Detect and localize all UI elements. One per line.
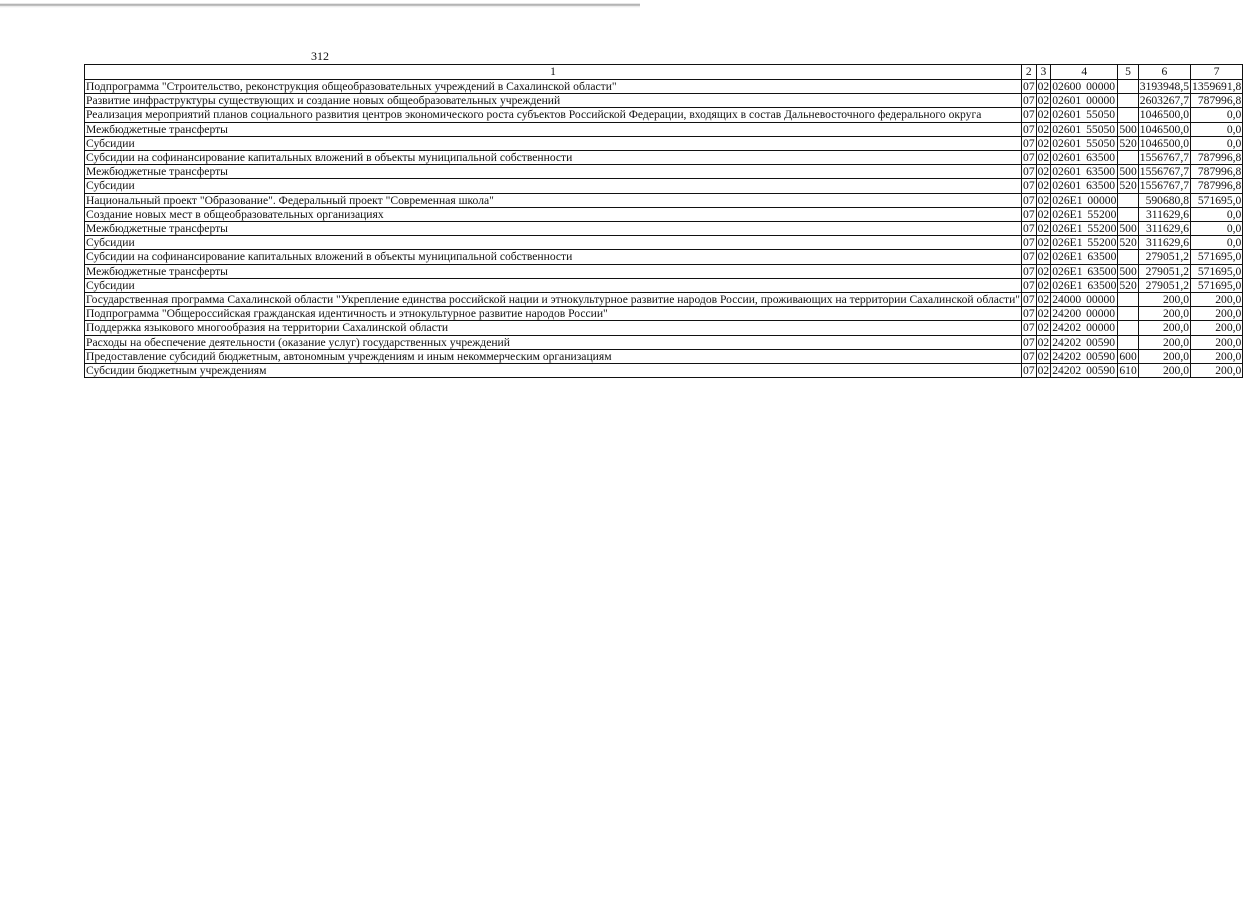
row-name-cell: Подпрограмма "Общероссийская гражданская идентичность и этнокультурное развитие народов России" — [85, 307, 1022, 321]
table-row — [85, 151, 1243, 165]
table-row — [85, 207, 1243, 221]
table-row — [85, 364, 1243, 378]
amount-col7-cell: 0,0 — [1191, 122, 1243, 136]
subsection-code-cell: 02 — [1037, 108, 1050, 122]
expense-type-cell: 520 — [1119, 136, 1137, 150]
page-number: 312 — [311, 49, 329, 63]
table-row — [85, 307, 1243, 321]
table-row — [85, 278, 1243, 292]
section-code-cell: 07 — [1023, 94, 1035, 108]
row-name-cell: Подпрограмма "Строительство, реконструкция общеобразовательных учреждений в Сахалинской области" — [85, 80, 1022, 94]
row-name-cell: Субсидии на софинансирование капитальных вложений в объекты муниципальной собственности — [85, 151, 1022, 165]
amount-col6-cell: 200,0 — [1138, 293, 1190, 307]
amount-col6-cell: 200,0 — [1138, 364, 1190, 378]
table-row — [85, 165, 1243, 179]
row-name-cell: Субсидии на софинансирование капитальных вложений в объекты муниципальной собственности — [85, 250, 1022, 264]
subsection-code-cell: 02 — [1037, 222, 1050, 236]
expense-type-cell — [1118, 335, 1138, 349]
subsection-code-cell: 02 — [1037, 136, 1050, 150]
amount-col7-cell: 571695,0 — [1191, 264, 1243, 278]
table-row — [85, 250, 1243, 264]
table-row — [85, 236, 1243, 250]
column-header: 1 — [85, 65, 1022, 80]
row-name-cell: Межбюджетные трансферты — [85, 122, 1022, 136]
section-code-cell: 07 — [1023, 136, 1035, 150]
section-code-cell: 07 — [1023, 222, 1035, 236]
expense-type-cell — [1118, 108, 1138, 122]
row-name-cell: Межбюджетные трансферты — [85, 264, 1022, 278]
table-row — [85, 321, 1243, 335]
section-code-cell: 07 — [1023, 321, 1035, 335]
section-code-cell: 07 — [1023, 278, 1035, 292]
subsection-code-cell: 02 — [1037, 293, 1050, 307]
expense-type-cell: 520 — [1119, 236, 1137, 250]
scan-edge-artifact — [0, 0, 640, 12]
column-header: 5 — [1118, 65, 1138, 80]
section-code-cell: 07 — [1023, 207, 1035, 221]
subsection-code-cell: 02 — [1037, 349, 1050, 363]
amount-col7-cell: 200,0 — [1191, 335, 1243, 349]
amount-col7-cell: 200,0 — [1191, 321, 1243, 335]
amount-col6-cell: 3193948,5 — [1139, 80, 1190, 93]
target-article-cell: 24202 00590 — [1051, 364, 1118, 378]
amount-col7-cell: 200,0 — [1191, 364, 1243, 378]
expense-type-cell: 500 — [1119, 165, 1137, 179]
amount-col6-cell: 1046500,0 — [1139, 136, 1190, 150]
table-row — [85, 349, 1243, 363]
amount-col6-cell: 1556767,7 — [1139, 179, 1190, 193]
section-code-cell: 07 — [1023, 364, 1035, 378]
subsection-code-cell: 02 — [1037, 122, 1050, 136]
table-row — [85, 293, 1243, 307]
amount-col7-cell: 1359691,8 — [1192, 80, 1242, 93]
section-code-cell: 07 — [1023, 307, 1035, 321]
expense-type-cell — [1118, 207, 1138, 221]
table-row — [85, 136, 1243, 150]
amount-col6-cell: 1046500,0 — [1139, 122, 1190, 136]
budget-table — [84, 64, 1243, 378]
section-code-cell: 07 — [1023, 293, 1035, 307]
expense-type-cell — [1118, 193, 1138, 207]
expense-type-cell — [1118, 94, 1138, 108]
expense-type-cell: 500 — [1119, 122, 1137, 136]
target-article-cell: 02601 63500 — [1051, 151, 1118, 165]
subsection-code-cell: 02 — [1037, 335, 1050, 349]
table-row — [85, 179, 1243, 193]
subsection-code-cell: 02 — [1037, 236, 1050, 250]
target-article-cell: 026E1 55200 — [1052, 236, 1117, 250]
amount-col6-cell: 1556767,7 — [1139, 151, 1190, 165]
amount-col7-cell: 200,0 — [1191, 293, 1243, 307]
target-article-cell: 02600 00000 — [1051, 80, 1118, 94]
row-name-cell: Развитие инфраструктуры существующих и создание новых общеобразовательных учреждений — [85, 94, 1022, 108]
amount-col7-cell: 0,0 — [1191, 108, 1243, 122]
amount-col6-cell: 200,0 — [1138, 307, 1190, 321]
subsection-code-cell: 02 — [1037, 193, 1050, 207]
amount-col6-cell: 311629,6 — [1138, 207, 1190, 221]
amount-col7-cell: 200,0 — [1191, 349, 1243, 363]
table-row — [85, 108, 1243, 122]
expense-type-cell — [1118, 293, 1138, 307]
row-name-cell: Создание новых мест в общеобразовательных организациях — [85, 207, 1022, 221]
section-code-cell: 07 — [1023, 335, 1035, 349]
amount-col6-cell: 279051,2 — [1138, 250, 1190, 264]
subsection-code-cell: 02 — [1037, 250, 1050, 264]
target-article-cell: 02601 55050 — [1051, 136, 1118, 150]
target-article-cell: 02601 55050 — [1051, 122, 1118, 136]
amount-col7-cell: 787996,8 — [1191, 179, 1243, 193]
section-code-cell: 07 — [1023, 151, 1035, 165]
amount-col6-cell: 311629,6 — [1138, 236, 1190, 250]
amount-col7-cell: 0,0 — [1191, 207, 1243, 221]
section-code-cell: 07 — [1023, 349, 1035, 363]
amount-col6-cell: 279051,2 — [1138, 278, 1190, 292]
row-name-cell: Реализация мероприятий планов социального развития центров экономического роста субъектов Российской Федерации, входящих в состав Дальневосточного федерального округа — [85, 108, 1022, 122]
amount-col7-cell: 200,0 — [1191, 307, 1243, 321]
amount-col6-cell: 279051,2 — [1138, 264, 1190, 278]
target-article-cell: 026E1 55200 — [1052, 207, 1117, 221]
amount-col6-cell: 200,0 — [1138, 321, 1190, 335]
subsection-code-cell: 02 — [1037, 80, 1050, 93]
row-name-cell: Предоставление субсидий бюджетным, автономным учреждениям и иным некоммерческим организациям — [85, 349, 1022, 363]
target-article-cell: 02601 63500 — [1051, 179, 1118, 193]
subsection-code-cell: 02 — [1037, 278, 1050, 292]
target-article-cell: 24200 00000 — [1051, 307, 1118, 321]
expense-type-cell: 600 — [1119, 349, 1137, 363]
amount-col7-cell: 571695,0 — [1191, 193, 1243, 207]
table-row — [85, 264, 1243, 278]
expense-type-cell: 610 — [1119, 364, 1137, 378]
amount-col7-cell: 0,0 — [1191, 236, 1243, 250]
table-row — [85, 80, 1243, 94]
amount-col6-cell: 1556767,7 — [1139, 165, 1190, 179]
amount-col6-cell: 590680,8 — [1138, 193, 1190, 207]
subsection-code-cell: 02 — [1037, 307, 1050, 321]
expense-type-cell: 500 — [1119, 264, 1137, 278]
subsection-code-cell: 02 — [1037, 179, 1050, 193]
table-row — [85, 122, 1243, 136]
target-article-cell: 026E1 55200 — [1052, 222, 1117, 236]
subsection-code-cell: 02 — [1037, 94, 1050, 108]
amount-col6-cell: 2603267,7 — [1139, 94, 1190, 108]
column-header: 6 — [1138, 65, 1190, 80]
row-name-cell: Поддержка языкового многообразия на территории Сахалинской области — [85, 321, 1022, 335]
row-name-cell: Межбюджетные трансферты — [85, 222, 1022, 236]
target-article-cell: 02601 55050 — [1051, 108, 1118, 122]
amount-col7-cell: 787996,8 — [1191, 151, 1243, 165]
expense-type-cell: 500 — [1119, 222, 1137, 236]
subsection-code-cell: 02 — [1037, 165, 1050, 179]
table-row — [85, 193, 1243, 207]
table-row — [85, 222, 1243, 236]
expense-type-cell — [1118, 307, 1138, 321]
expense-type-cell: 520 — [1119, 179, 1137, 193]
column-header: 4 — [1051, 65, 1118, 80]
section-code-cell: 07 — [1023, 80, 1035, 93]
table-row — [85, 94, 1243, 108]
target-article-cell: 24202 00590 — [1051, 349, 1118, 363]
section-code-cell: 07 — [1023, 179, 1035, 193]
row-name-cell: Государственная программа Сахалинской области "Укрепление единства российской нации и этнокультурное развитие народов России, проживающих на территории Сахалинской области" — [86, 293, 1021, 307]
row-name-cell: Национальный проект "Образование". Федеральный проект "Современная школа" — [85, 193, 1022, 207]
amount-col7-cell: 0,0 — [1191, 136, 1243, 150]
amount-col7-cell: 787996,8 — [1191, 94, 1243, 108]
target-article-cell: 02601 63500 — [1051, 165, 1118, 179]
expense-type-cell — [1118, 250, 1138, 264]
expense-type-cell — [1118, 80, 1138, 94]
subsection-code-cell: 02 — [1037, 207, 1050, 221]
row-name-cell: Субсидии — [85, 179, 1022, 193]
target-article-cell: 026E1 00000 — [1052, 193, 1117, 207]
target-article-cell: 24000 00000 — [1051, 293, 1118, 307]
row-name-cell: Субсидии бюджетным учреждениям — [85, 364, 1022, 378]
amount-col7-cell: 0,0 — [1191, 222, 1243, 236]
row-name-cell: Субсидии — [85, 278, 1022, 292]
section-code-cell: 07 — [1023, 250, 1035, 264]
column-header: 3 — [1036, 65, 1051, 80]
expense-type-cell — [1118, 321, 1138, 335]
amount-col6-cell: 200,0 — [1138, 335, 1190, 349]
section-code-cell: 07 — [1023, 264, 1035, 278]
target-article-cell: 026E1 63500 — [1052, 264, 1117, 278]
amount-col7-cell: 571695,0 — [1191, 278, 1243, 292]
subsection-code-cell: 02 — [1037, 364, 1050, 378]
amount-col6-cell: 1046500,0 — [1139, 108, 1190, 122]
row-name-cell: Субсидии — [85, 236, 1022, 250]
subsection-code-cell: 02 — [1037, 264, 1050, 278]
subsection-code-cell: 02 — [1037, 151, 1050, 165]
target-article-cell: 02601 00000 — [1051, 94, 1118, 108]
target-article-cell: 24202 00000 — [1051, 321, 1118, 335]
section-code-cell: 07 — [1023, 108, 1035, 122]
subsection-code-cell: 02 — [1037, 321, 1050, 335]
row-name-cell: Субсидии — [85, 136, 1022, 150]
target-article-cell: 026E1 63500 — [1052, 278, 1117, 292]
target-article-cell: 24202 00590 — [1051, 335, 1118, 349]
row-name-cell: Расходы на обеспечение деятельности (оказание услуг) государственных учреждений — [85, 335, 1022, 349]
expense-type-cell — [1118, 151, 1138, 165]
table-row — [85, 335, 1243, 349]
section-code-cell: 07 — [1023, 122, 1035, 136]
column-header: 2 — [1022, 65, 1037, 80]
column-header: 7 — [1191, 65, 1243, 80]
amount-col6-cell: 311629,6 — [1138, 222, 1190, 236]
amount-col7-cell: 787996,8 — [1191, 165, 1243, 179]
section-code-cell: 07 — [1023, 165, 1035, 179]
section-code-cell: 07 — [1023, 193, 1035, 207]
column-header-row — [85, 65, 1243, 80]
section-code-cell: 07 — [1023, 236, 1035, 250]
amount-col6-cell: 200,0 — [1138, 349, 1190, 363]
amount-col7-cell: 571695,0 — [1191, 250, 1243, 264]
row-name-cell: Межбюджетные трансферты — [85, 165, 1022, 179]
target-article-cell: 026E1 63500 — [1052, 250, 1117, 264]
expense-type-cell: 520 — [1119, 278, 1137, 292]
